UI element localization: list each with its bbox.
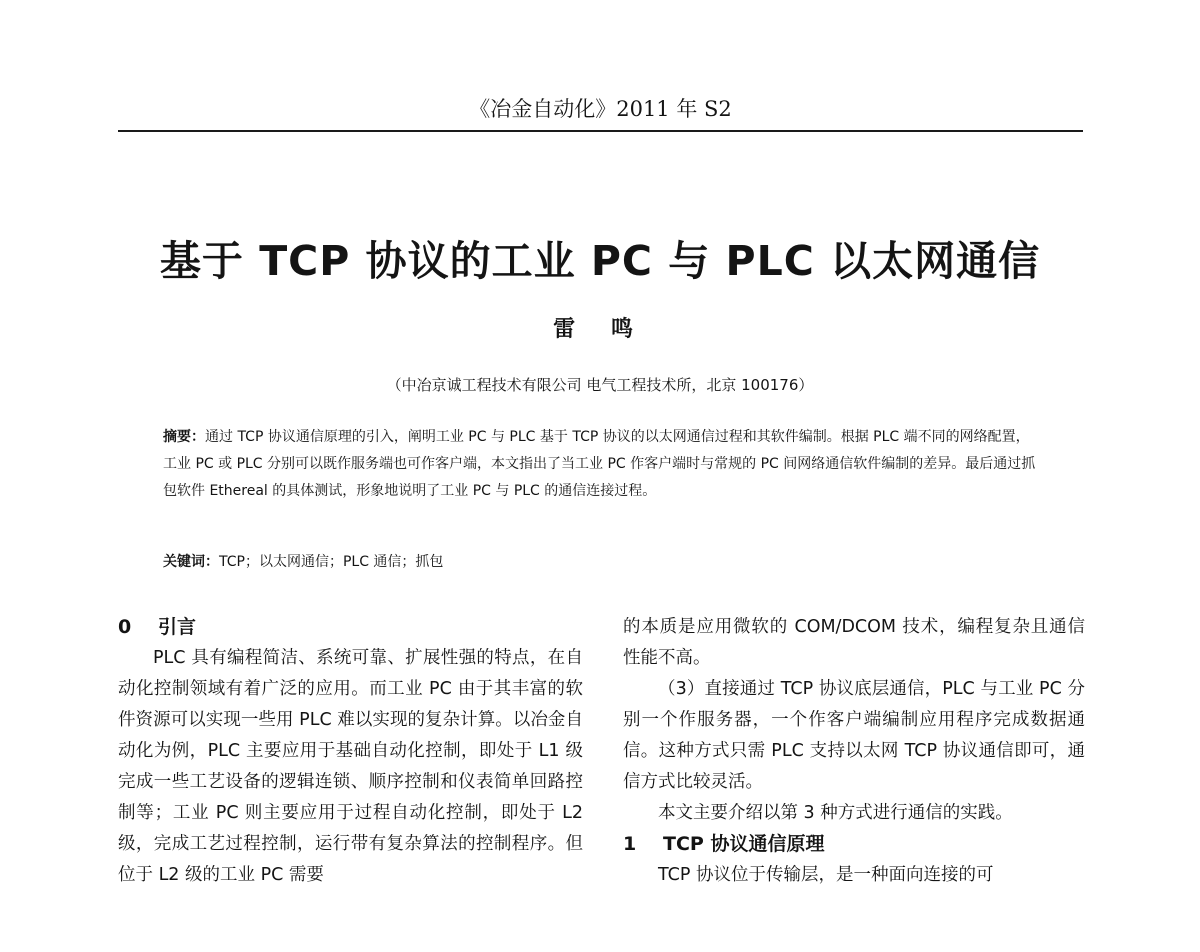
body-paragraph: （3）直接通过 TCP 协议底层通信，PLC 与工业 PC 分别一个作服务器，一个作客户端编制应用程序完成数据通信。这种方式只需 PLC 支持以太网 TCP 协议通信即可，通信方式比较灵活。: [623, 679, 1085, 792]
keywords: [163, 551, 1043, 571]
section-heading-1: [623, 829, 1085, 860]
body-paragraph: TCP 协议位于传输层，是一种面向连接的可: [658, 865, 994, 885]
body-paragraph: 本文主要介绍以第 3 种方式进行通信的实践。: [658, 803, 1013, 823]
header-rule: [118, 130, 1083, 132]
body-paragraph: PLC 具有编程简洁、系统可靠、扩展性强的特点，在自动化控制领域有着广泛的应用。而工业 PC 由于其丰富的软件资源可以实现一些用 PLC 难以实现的复杂计算。以冶金自动化为例，PLC 主要应用于基础自动化控制，即处于 L1 级完成一些工艺设备的逻辑连锁、顺序控制和仪表简单回路控制等；工业 PC 则主要应用于过程自动化控制，即处于 L2 级，完成工艺过程控制，运行带有复杂算法的控制程序。但位于 L2 级的工业 PC 需要: [118, 648, 583, 885]
section-number: 0: [118, 616, 132, 638]
abstract: [163, 424, 1043, 505]
section-heading-0: [118, 612, 583, 643]
section-title: 引言: [158, 616, 197, 638]
body-paragraph: 的本质是应用微软的 COM/DCOM 技术，编程复杂且通信性能不高。: [623, 617, 1085, 668]
right-column: [623, 612, 1085, 891]
section-title: TCP 协议通信原理: [663, 833, 825, 855]
abstract-text: 通过 TCP 协议通信原理的引入，阐明工业 PC 与 PLC 基于 TCP 协议的以太网通信过程和其软件编制。根据 PLC 端不同的网络配置，工业 PC 或 PLC 分别可以既作服务端也可作客户端，本文指出了当工业 PC 作客户端时与常规的 PC 间网络通信软件编制的差异。最后通过抓包软件 Ethereal 的具体测试，形象地说明了工业 PC 与 PLC 的通信连接过程。: [163, 429, 1036, 499]
keywords-text: TCP；以太网通信；PLC 通信；抓包: [219, 554, 444, 570]
abstract-label: 摘要：: [163, 429, 205, 445]
section-number: 1: [623, 833, 637, 855]
keywords-label: 关键词：: [163, 554, 219, 570]
journal-header: 《冶金自动化》2011 年 S2: [469, 97, 732, 121]
paper-title: 基于 TCP 协议的工业 PC 与 PLC 以太网通信: [159, 237, 1041, 285]
author-name: 雷 鸣: [553, 316, 647, 342]
left-column: [118, 612, 583, 891]
author-affiliation: （中冶京诚工程技术有限公司 电气工程技术所，北京 100176）: [386, 376, 814, 394]
